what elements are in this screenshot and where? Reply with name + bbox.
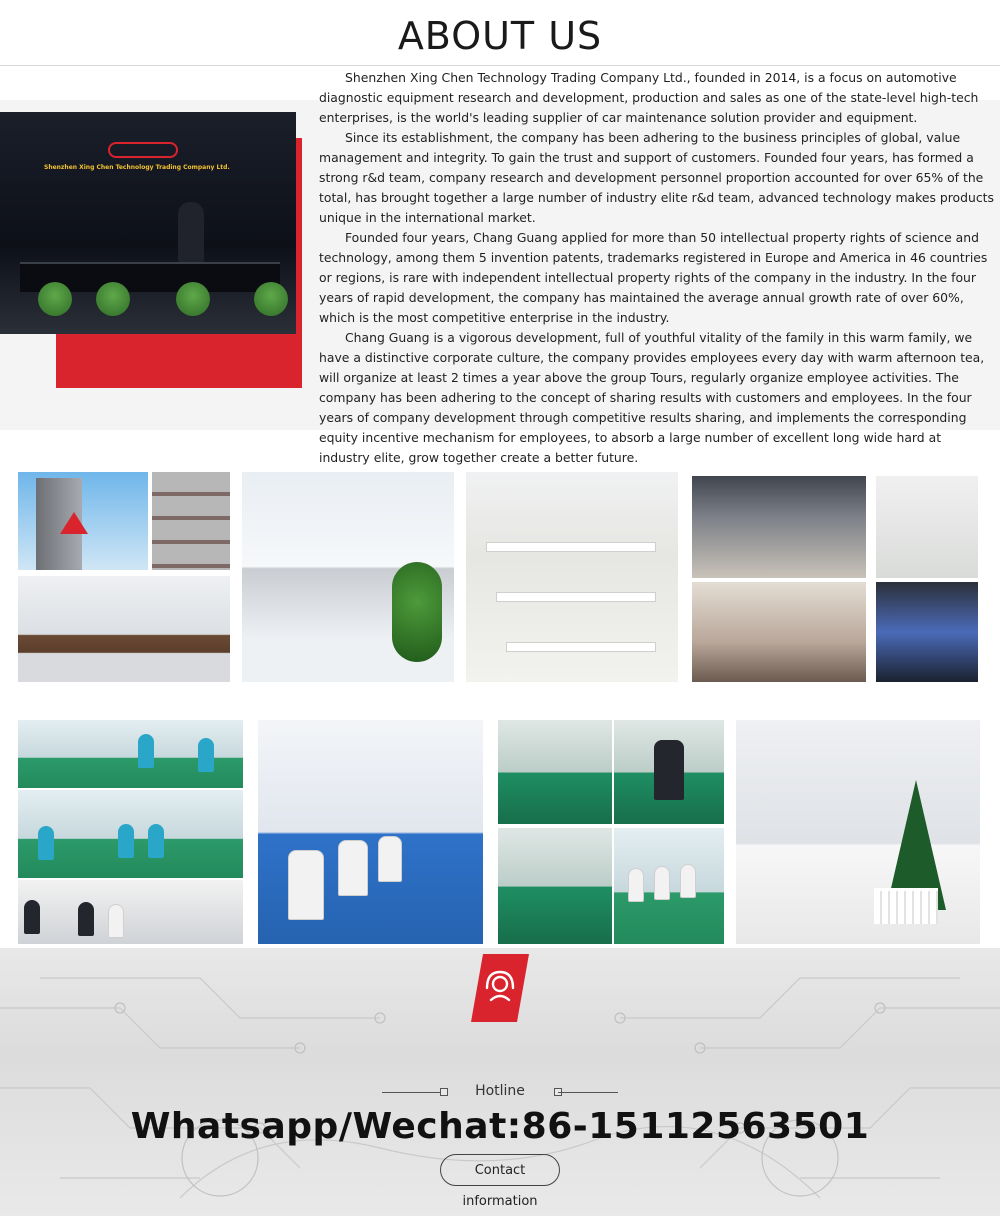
worker-figure — [628, 868, 644, 902]
engineer-photo — [614, 720, 724, 824]
worker-figure — [148, 824, 164, 858]
worker-figure — [118, 824, 134, 858]
worker-figure — [198, 738, 214, 772]
intro-paragraph: Since its establishment, the company has been adhering to the business principles of global, value management and integrity. To gain the trust and support of customers. Founded four years, has formed a strong r&d team, company research and development personnel proportion accounted for over 65% of the total, has brought together a large number of industry elite r&d team, advanced technology makes products unique in the international market. — [319, 130, 994, 225]
team-party-photo — [692, 582, 866, 682]
plant-pot — [254, 282, 288, 316]
desk-row — [506, 642, 656, 652]
information-label: information — [462, 1194, 538, 1209]
company-logo-sign — [108, 142, 178, 158]
company-description — [319, 68, 995, 468]
hotline-label: Hotline — [475, 1083, 525, 1099]
intro-paragraph: Chang Guang is a vigorous development, full of youthful vitality of the family in this warm family, we have a distinctive corporate culture, the company provides employees every day with warm afternoon tea, will organize at least 2 times a year above the group Tours, regularly organize employee activities. The company has been adhering to the concept of sharing results with customers and employees. In the four years of company development through competitive results sharing, and implements the corresponding equity incentive mechanism for employees, to absorb a large number of excellent long wide hard at industry elite, grow together create a better future. — [319, 330, 985, 465]
white-fence — [874, 888, 938, 924]
factory-line-photo — [18, 720, 243, 788]
person-figure — [24, 900, 40, 934]
red-arrow-icon — [60, 512, 88, 534]
worker-figure — [654, 866, 670, 900]
assembly-floor-photo — [18, 790, 243, 878]
reception-photo-frame — [0, 112, 302, 388]
team-group-photo — [692, 476, 866, 578]
contact-button[interactable]: Contact — [440, 1154, 560, 1186]
workstation-photo — [466, 472, 678, 682]
assembly-workers-photo — [614, 828, 724, 944]
workbench-photo — [498, 720, 612, 824]
hotline-heading — [0, 1082, 1000, 1102]
header — [0, 0, 1000, 66]
plant-pot — [96, 282, 130, 316]
page-title: ABOUT US — [397, 14, 603, 58]
desk-row — [486, 542, 656, 552]
colleagues-photo — [876, 476, 978, 578]
person-figure — [108, 904, 124, 938]
engineer-figure — [654, 740, 684, 800]
plant-pot — [38, 282, 72, 316]
worker-figure — [338, 840, 368, 896]
open-office-photo — [242, 472, 454, 682]
product-display-photo — [876, 582, 978, 682]
worker-figure — [288, 850, 324, 920]
building-photo — [18, 472, 148, 570]
person-figure — [78, 902, 94, 936]
divider-square — [440, 1088, 448, 1096]
office-plant — [392, 562, 442, 662]
visitors-photo — [18, 880, 243, 944]
intro-paragraph: Founded four years, Chang Guang applied for more than 50 intellectual property rights of science and technology, among them 5 invention patents, trademarks registered in Europe and America in 46 countries or regions, is rare with independent intellectual property rights of the company in the industry. In the four years of rapid development, the company has maintained the average annual growth rate of over 60%, which is the most competitive enterprise in the industry. — [319, 230, 988, 325]
worker-figure — [680, 864, 696, 898]
worker-figure — [378, 836, 402, 882]
worker-figure — [138, 734, 154, 768]
divider-line — [382, 1092, 442, 1093]
support-badge-icon — [471, 954, 529, 1022]
meeting-room-photo — [18, 576, 230, 682]
divider-line — [558, 1092, 618, 1093]
intro-section — [0, 66, 1000, 466]
production-line-photo — [498, 828, 612, 944]
office-christmas-photo — [736, 720, 980, 944]
contact-footer — [0, 948, 1000, 1216]
cleanroom-photo — [258, 720, 483, 944]
receptionist-figure — [178, 202, 204, 262]
reception-wall-sign: Shenzhen Xing Chen Technology Trading Company Ltd. — [44, 164, 230, 171]
plant-pot — [176, 282, 210, 316]
photo-gallery — [0, 470, 1000, 946]
phone-number: Whatsapp/Wechat:86-15112563501 — [130, 1106, 870, 1147]
intro-paragraph: Shenzhen Xing Chen Technology Trading Company Ltd., founded in 2014, is a focus on automotive diagnostic equipment research and development, production and sales as one of the state-level high-tech enterprises, is the world's leading supplier of car maintenance solution provider and equipment. — [319, 70, 979, 125]
worker-figure — [38, 826, 54, 860]
reception-photo — [0, 112, 296, 334]
product-shelf-photo — [152, 472, 230, 570]
desk-row — [496, 592, 656, 602]
